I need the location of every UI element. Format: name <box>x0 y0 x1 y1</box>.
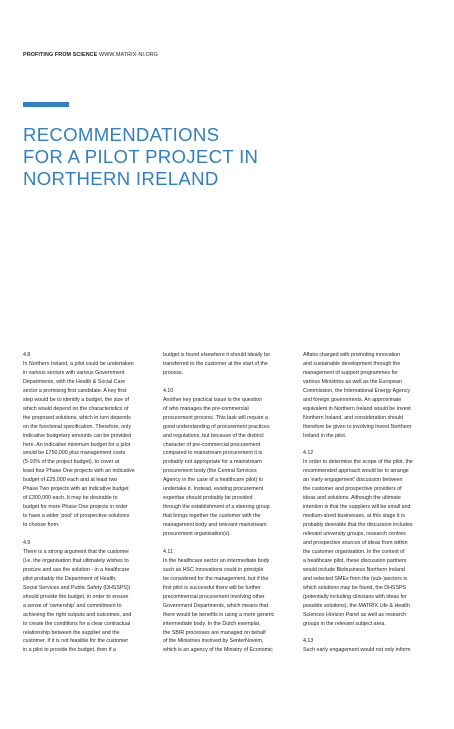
title-line: RECOMMENDATIONS <box>23 124 220 145</box>
text-line: Northern Ireland, and consideration should <box>303 414 404 421</box>
text-line: therefore be given to involving Invest Northern <box>303 423 412 430</box>
header-title: PROFITING FROM SCIENCE <box>23 52 98 58</box>
text-line: should provide the budget, in order to ensure <box>23 593 129 600</box>
running-header <box>23 52 158 58</box>
text-line: (5-10% of the project budget), to cover at <box>23 459 120 466</box>
title-line: NORTHERN IRELAND <box>23 168 219 189</box>
text-line: procurement process. This task will require a <box>163 414 268 421</box>
text-line: and regulations, but because of the distinct <box>163 432 264 439</box>
text-line: and selected SMEs from the (sub-)sectors in <box>303 575 408 582</box>
text-line: in a pilot to provide the budget, then if a <box>23 647 116 654</box>
paragraph-gap <box>23 530 149 539</box>
text-column-2 <box>163 351 289 655</box>
text-line: would include Biobusiness Northern Ireland <box>303 566 405 573</box>
text-line: Such early engagement would not only inform <box>303 647 411 654</box>
text-line: intention is that the suppliers will be small and <box>303 504 411 511</box>
text-line: budget for more Phase One projects in order <box>23 504 128 511</box>
text-line: which is an agency of the Ministry of Economic <box>163 647 273 654</box>
text-line: management of support programmes for <box>303 369 398 376</box>
text-line: (potentially including clinicians with ideas for <box>303 593 407 600</box>
text-line: transferred to the customer at the start of the <box>163 360 268 367</box>
text-line: relationship between the supplier and the <box>23 629 120 636</box>
paragraph-gap <box>163 539 289 548</box>
text-line: step would be to identify a budget, the size of <box>23 396 130 403</box>
text-line: possible solutions), the MATRIX Life & Health <box>303 602 410 609</box>
text-line: In order to determine the scope of the pilot, the <box>303 459 413 466</box>
text-line: Commission, the International Energy Agency <box>303 387 411 394</box>
page-title <box>23 124 343 190</box>
text-line: be considered for the management, but if the <box>163 575 269 582</box>
text-line: Affairs charged with promoting innovation <box>303 352 401 358</box>
text-line: an 'early engagement' discussion between <box>303 477 403 484</box>
text-line: Government Departments, which means that <box>163 602 269 609</box>
text-column-3 <box>303 351 429 655</box>
paragraph-gap <box>303 629 429 638</box>
text-line: ideas and solutions. Although the ultimate <box>303 495 401 502</box>
text-line: that brings together the customer with the <box>163 513 261 520</box>
text-line: process. <box>163 369 184 376</box>
text-line: budget of £25,000 each and at least two <box>23 477 118 484</box>
text-line: Sciences Horizon Panel as well as research <box>303 611 407 618</box>
text-line: customer. If it is not feasible for the customer <box>23 638 129 645</box>
text-line: equivalent in Northern Ireland would be Invest <box>303 405 411 412</box>
text-line: to have a wider 'pool' of prospective solutions <box>23 513 130 520</box>
text-line: character of pre-commercial procurement <box>163 441 261 448</box>
text-line: and foreign governments. An approximate <box>303 396 402 403</box>
text-line: Social Services and Public Safety (DHSSPS)) <box>23 584 131 591</box>
text-line: precommercial procurement involving other <box>163 593 265 600</box>
text-line: Another key practical issue is the question <box>163 396 262 403</box>
text-line: probably not appropriate for a mainstream <box>163 459 262 466</box>
text-line: achieving the right outputs and outcomes, and <box>23 611 132 618</box>
header-url: WWW.MATRIX-NI.ORG <box>99 52 159 58</box>
text-line: (i.e. the organisation that ultimately wishes to <box>23 557 129 564</box>
text-line: the customer organisation. In the context of <box>303 548 405 555</box>
text-line: through the establishment of a steering group <box>163 504 270 511</box>
text-line: of £300,000 each. It may be desirable to <box>23 495 118 502</box>
text-line: of who manages the pre-commercial <box>163 405 249 412</box>
text-line: which solutions may be found, the DHSSPS <box>303 584 407 591</box>
section-number: 4.8 <box>23 352 31 358</box>
text-line: of the Ministries involved by SenterNovem, <box>163 638 264 645</box>
text-column-1 <box>23 351 149 655</box>
text-line: and sustainable development through the <box>303 360 401 367</box>
text-line: Phase Two projects with an indicative budget <box>23 486 129 493</box>
text-line: procure and use the solution - in a healthcare <box>23 566 130 573</box>
text-line: recommended approach would be to arrange <box>303 468 409 475</box>
text-line: procurement organisation(s). <box>163 531 231 538</box>
text-line: pilot probably the Department of Health, <box>23 575 117 582</box>
text-line: and prospective sources of ideas from within <box>303 540 408 546</box>
text-line: management body and relevant mainstream <box>163 522 267 529</box>
text-line: which would depend on the characteristics of <box>23 405 129 412</box>
text-line: Ireland in the pilot. <box>303 432 347 439</box>
text-line: on the functional specification. Therefore, only <box>23 423 131 430</box>
text-line: good understanding of procurement practices <box>163 423 270 430</box>
text-line: sector a promising first candidate. A key first <box>23 387 127 394</box>
text-line: a sense of 'ownership' and commitment to <box>23 602 122 609</box>
text-line: a healthcare pilot, these discussion partners <box>303 557 407 564</box>
section-number: 4.13 <box>303 638 314 645</box>
text-line: the SBIR processes are managed on behalf <box>163 629 266 636</box>
text-line: medium-sized businesses, at this stage it is <box>303 513 405 520</box>
text-line: least four Phase One projects with an indicative <box>23 468 135 475</box>
text-line: relevant university groups, research centres <box>303 531 406 538</box>
paragraph-gap <box>163 378 289 387</box>
text-line: Departments, with the Health & Social Care <box>23 378 126 385</box>
text-line: There is a strong argument that the customer <box>23 548 129 555</box>
text-line: in various sectors with various Government <box>23 369 125 376</box>
paragraph-gap <box>303 441 429 450</box>
text-line: intermediate body. In the Dutch exemplar, <box>163 620 261 627</box>
text-line: here. An indicative minimum budget for a pilot <box>23 441 131 448</box>
section-number: 4.12 <box>303 450 314 457</box>
text-line: the proposed solutions, which in turn depends <box>23 414 131 421</box>
section-number: 4.9 <box>23 540 31 546</box>
text-line: the customer and prospective providers of <box>303 486 402 493</box>
text-line: compared to mainstream procurement it is <box>163 450 263 457</box>
text-line: budget is found elsewhere it should ideally be <box>163 352 270 358</box>
section-number: 4.10 <box>163 387 174 394</box>
text-line: to create the conditions for a clear contractual <box>23 620 131 627</box>
text-line: expertise should probably be provided <box>163 495 253 502</box>
text-line: Agency in the case of a healthcare pilot) to <box>163 477 264 484</box>
accent-bar <box>23 102 69 107</box>
text-line: such as HSC Innovations could in principle <box>163 566 264 573</box>
text-line: In the healthcare sector an intermediate body <box>163 557 270 564</box>
text-line: In Northern Ireland, a pilot could be undertaken <box>23 360 134 367</box>
text-line: indicative budgetary amounts can be provided <box>23 432 132 439</box>
text-line: procurement body (the Central Services <box>163 468 257 475</box>
text-line: there would be benefits in using a more generic <box>163 611 275 618</box>
text-line: undertake it. Instead, existing procurement <box>163 486 264 493</box>
text-line: probably desirable that the discussion includes <box>303 522 413 529</box>
section-number: 4.11 <box>163 548 173 555</box>
text-line: to choose from. <box>23 522 60 529</box>
text-line: various Ministries as well as the European <box>303 378 402 385</box>
text-line: would be £750,000 plus management costs <box>23 450 126 457</box>
text-line: first pilot is successful there will be further <box>163 584 261 591</box>
title-line: FOR A PILOT PROJECT IN <box>23 146 259 167</box>
text-line: groups in the relevant subject area. <box>303 620 386 627</box>
